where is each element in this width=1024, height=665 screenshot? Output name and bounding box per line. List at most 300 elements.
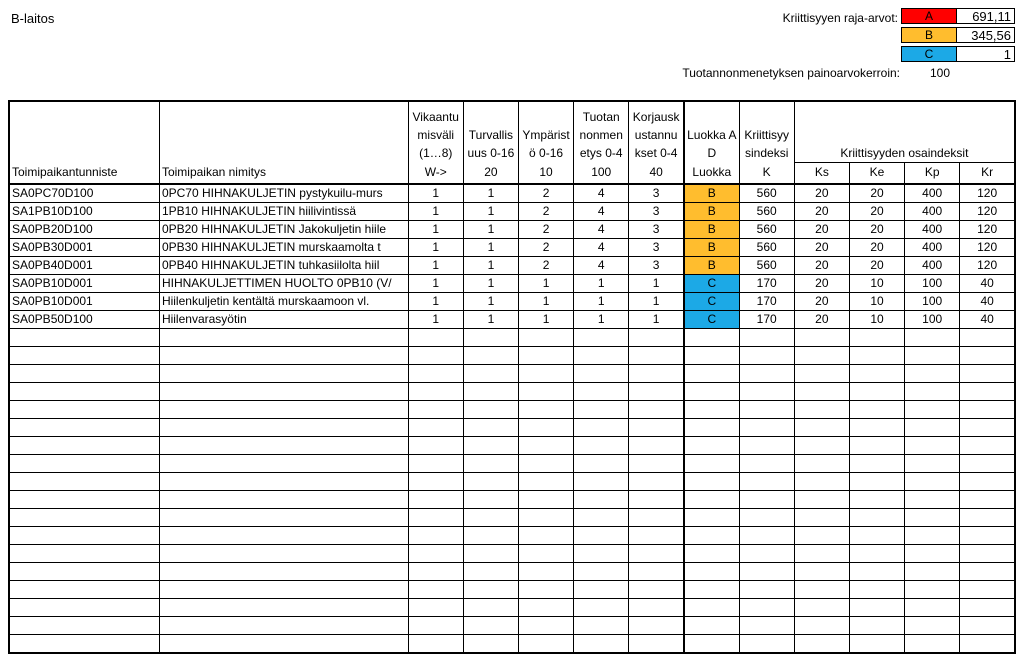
cell-w[interactable]: 1 (408, 238, 463, 256)
cell-name[interactable] (159, 418, 408, 436)
cell-w[interactable] (408, 616, 463, 634)
cell-kp[interactable] (905, 508, 960, 526)
cell-k[interactable]: 560 (739, 202, 794, 220)
cell-w[interactable] (408, 634, 463, 653)
cell-name[interactable]: 0PB30 HIHNAKULJETIN murskaamolta t (159, 238, 408, 256)
cell-w[interactable] (408, 598, 463, 616)
cell-r[interactable]: 1 (629, 310, 684, 328)
cell-r[interactable] (629, 544, 684, 562)
cell-ks[interactable] (794, 634, 849, 653)
cell-e[interactable]: 1 (518, 274, 573, 292)
cell-cls[interactable]: B (684, 202, 739, 220)
cell-e[interactable]: 1 (518, 310, 573, 328)
cell-name[interactable] (159, 598, 408, 616)
cell-w[interactable] (408, 472, 463, 490)
cell-p[interactable] (574, 490, 629, 508)
cell-p[interactable] (574, 346, 629, 364)
cell-cls[interactable] (684, 598, 739, 616)
cell-cls[interactable] (684, 400, 739, 418)
cell-cls[interactable] (684, 580, 739, 598)
cell-ke[interactable] (849, 364, 904, 382)
cell-ke[interactable]: 20 (849, 256, 904, 274)
cell-w[interactable] (408, 382, 463, 400)
cell-w[interactable]: 1 (408, 184, 463, 203)
cell-id[interactable]: SA0PB10D001 (9, 274, 159, 292)
cell-kr[interactable] (960, 508, 1015, 526)
cell-r[interactable] (629, 472, 684, 490)
cell-ks[interactable] (794, 346, 849, 364)
cell-cls[interactable] (684, 418, 739, 436)
cell-id[interactable] (9, 526, 159, 544)
cell-kp[interactable] (905, 544, 960, 562)
cell-ks[interactable] (794, 562, 849, 580)
cell-ks[interactable]: 20 (794, 202, 849, 220)
cell-s[interactable] (463, 562, 518, 580)
cell-s[interactable]: 1 (463, 256, 518, 274)
cell-ks[interactable] (794, 490, 849, 508)
cell-ke[interactable] (849, 562, 904, 580)
cell-kr[interactable] (960, 400, 1015, 418)
cell-kp[interactable] (905, 418, 960, 436)
cell-cls[interactable]: B (684, 220, 739, 238)
cell-s[interactable] (463, 634, 518, 653)
cell-kp[interactable]: 400 (905, 238, 960, 256)
cell-id[interactable]: SA0PB30D001 (9, 238, 159, 256)
cell-ke[interactable]: 10 (849, 274, 904, 292)
cell-k[interactable] (739, 364, 794, 382)
cell-e[interactable]: 2 (518, 256, 573, 274)
cell-ke[interactable] (849, 346, 904, 364)
cell-kr[interactable] (960, 418, 1015, 436)
cell-ke[interactable] (849, 328, 904, 346)
cell-ke[interactable] (849, 382, 904, 400)
cell-k[interactable]: 170 (739, 292, 794, 310)
cell-kp[interactable] (905, 454, 960, 472)
cell-name[interactable] (159, 562, 408, 580)
cell-r[interactable]: 3 (629, 238, 684, 256)
cell-id[interactable] (9, 328, 159, 346)
cell-r[interactable]: 3 (629, 202, 684, 220)
cell-s[interactable] (463, 454, 518, 472)
cell-p[interactable] (574, 634, 629, 653)
cell-ke[interactable] (849, 634, 904, 653)
cell-k[interactable] (739, 454, 794, 472)
cell-kp[interactable] (905, 490, 960, 508)
cell-id[interactable]: SA0PB50D100 (9, 310, 159, 328)
cell-ks[interactable] (794, 364, 849, 382)
cell-name[interactable] (159, 346, 408, 364)
cell-name[interactable]: Hiilenvarasyötin (159, 310, 408, 328)
cell-kr[interactable]: 120 (960, 238, 1015, 256)
cell-kp[interactable] (905, 436, 960, 454)
cell-w[interactable] (408, 364, 463, 382)
cell-s[interactable] (463, 490, 518, 508)
cell-cls[interactable] (684, 508, 739, 526)
cell-cls[interactable]: C (684, 274, 739, 292)
cell-name[interactable]: 0PC70 HIHNAKULJETIN pystykuilu-murs (159, 184, 408, 203)
cell-p[interactable]: 1 (574, 292, 629, 310)
cell-kr[interactable]: 120 (960, 202, 1015, 220)
cell-ke[interactable] (849, 544, 904, 562)
cell-e[interactable] (518, 400, 573, 418)
cell-r[interactable]: 1 (629, 274, 684, 292)
cell-kp[interactable] (905, 634, 960, 653)
cell-kp[interactable] (905, 580, 960, 598)
cell-ks[interactable]: 20 (794, 238, 849, 256)
cell-e[interactable] (518, 580, 573, 598)
cell-kp[interactable]: 100 (905, 292, 960, 310)
cell-w[interactable] (408, 526, 463, 544)
cell-kr[interactable] (960, 616, 1015, 634)
cell-r[interactable] (629, 508, 684, 526)
cell-e[interactable] (518, 418, 573, 436)
cell-ke[interactable]: 20 (849, 202, 904, 220)
cell-kp[interactable] (905, 400, 960, 418)
cell-ks[interactable] (794, 598, 849, 616)
cell-p[interactable]: 4 (574, 238, 629, 256)
cell-ks[interactable]: 20 (794, 220, 849, 238)
cell-ke[interactable]: 20 (849, 220, 904, 238)
cell-ks[interactable] (794, 436, 849, 454)
cell-k[interactable]: 170 (739, 310, 794, 328)
cell-r[interactable]: 3 (629, 220, 684, 238)
cell-w[interactable] (408, 400, 463, 418)
cell-k[interactable] (739, 382, 794, 400)
cell-s[interactable] (463, 328, 518, 346)
cell-ks[interactable] (794, 616, 849, 634)
cell-p[interactable]: 4 (574, 256, 629, 274)
cell-s[interactable] (463, 436, 518, 454)
cell-r[interactable] (629, 382, 684, 400)
cell-p[interactable] (574, 364, 629, 382)
cell-r[interactable]: 3 (629, 184, 684, 203)
cell-kr[interactable] (960, 598, 1015, 616)
cell-kr[interactable] (960, 328, 1015, 346)
cell-p[interactable] (574, 418, 629, 436)
cell-cls[interactable] (684, 544, 739, 562)
cell-cls[interactable] (684, 364, 739, 382)
cell-r[interactable] (629, 364, 684, 382)
cell-id[interactable] (9, 382, 159, 400)
cell-e[interactable] (518, 634, 573, 653)
cell-k[interactable]: 560 (739, 184, 794, 203)
cell-s[interactable] (463, 508, 518, 526)
cell-ke[interactable] (849, 418, 904, 436)
cell-cls[interactable] (684, 472, 739, 490)
cell-k[interactable] (739, 490, 794, 508)
cell-ks[interactable] (794, 400, 849, 418)
cell-e[interactable]: 2 (518, 238, 573, 256)
cell-r[interactable] (629, 400, 684, 418)
cell-ke[interactable] (849, 454, 904, 472)
cell-k[interactable] (739, 400, 794, 418)
cell-s[interactable] (463, 472, 518, 490)
cell-p[interactable] (574, 544, 629, 562)
cell-name[interactable]: 0PB40 HIHNAKULJETIN tuhkasiilolta hiil (159, 256, 408, 274)
cell-ke[interactable]: 10 (849, 310, 904, 328)
cell-r[interactable] (629, 616, 684, 634)
cell-cls[interactable] (684, 436, 739, 454)
cell-p[interactable] (574, 382, 629, 400)
cell-p[interactable]: 4 (574, 202, 629, 220)
cell-ks[interactable] (794, 454, 849, 472)
cell-kr[interactable] (960, 454, 1015, 472)
cell-e[interactable]: 2 (518, 202, 573, 220)
cell-s[interactable]: 1 (463, 238, 518, 256)
cell-kp[interactable] (905, 526, 960, 544)
cell-cls[interactable] (684, 634, 739, 653)
cell-id[interactable]: SA0PB10D001 (9, 292, 159, 310)
threshold-c-value[interactable]: 1 (957, 46, 1015, 62)
cell-w[interactable] (408, 544, 463, 562)
cell-ke[interactable] (849, 508, 904, 526)
cell-w[interactable] (408, 490, 463, 508)
cell-k[interactable] (739, 562, 794, 580)
cell-k[interactable] (739, 634, 794, 653)
cell-s[interactable]: 1 (463, 202, 518, 220)
cell-kr[interactable]: 120 (960, 256, 1015, 274)
cell-name[interactable] (159, 526, 408, 544)
threshold-a-value[interactable]: 691,11 (957, 8, 1015, 24)
cell-e[interactable] (518, 436, 573, 454)
weight-value[interactable]: 100 (929, 66, 951, 80)
cell-name[interactable] (159, 454, 408, 472)
cell-id[interactable] (9, 616, 159, 634)
cell-s[interactable]: 1 (463, 310, 518, 328)
cell-e[interactable] (518, 526, 573, 544)
cell-ks[interactable] (794, 544, 849, 562)
cell-p[interactable] (574, 598, 629, 616)
cell-ks[interactable] (794, 580, 849, 598)
cell-name[interactable] (159, 634, 408, 653)
cell-kp[interactable] (905, 346, 960, 364)
cell-id[interactable] (9, 400, 159, 418)
cell-kr[interactable] (960, 490, 1015, 508)
cell-name[interactable] (159, 328, 408, 346)
cell-id[interactable]: SA0PC70D100 (9, 184, 159, 203)
cell-ke[interactable]: 20 (849, 184, 904, 203)
cell-cls[interactable] (684, 346, 739, 364)
cell-p[interactable] (574, 508, 629, 526)
cell-kp[interactable]: 400 (905, 256, 960, 274)
cell-k[interactable] (739, 616, 794, 634)
cell-e[interactable] (518, 598, 573, 616)
cell-kp[interactable] (905, 598, 960, 616)
cell-kp[interactable] (905, 562, 960, 580)
cell-name[interactable] (159, 490, 408, 508)
cell-k[interactable] (739, 346, 794, 364)
cell-cls[interactable]: C (684, 310, 739, 328)
cell-kp[interactable]: 400 (905, 220, 960, 238)
cell-s[interactable] (463, 580, 518, 598)
cell-name[interactable] (159, 544, 408, 562)
cell-kp[interactable]: 100 (905, 310, 960, 328)
cell-s[interactable] (463, 526, 518, 544)
cell-k[interactable] (739, 328, 794, 346)
cell-ks[interactable]: 20 (794, 184, 849, 203)
cell-cls[interactable] (684, 526, 739, 544)
cell-ks[interactable]: 20 (794, 310, 849, 328)
cell-k[interactable]: 560 (739, 256, 794, 274)
cell-ke[interactable] (849, 598, 904, 616)
cell-s[interactable] (463, 364, 518, 382)
cell-k[interactable] (739, 418, 794, 436)
cell-p[interactable]: 4 (574, 184, 629, 203)
cell-kr[interactable] (960, 544, 1015, 562)
cell-r[interactable] (629, 580, 684, 598)
cell-w[interactable]: 1 (408, 202, 463, 220)
cell-k[interactable] (739, 472, 794, 490)
cell-id[interactable] (9, 490, 159, 508)
cell-id[interactable] (9, 364, 159, 382)
cell-name[interactable] (159, 364, 408, 382)
cell-ke[interactable] (849, 400, 904, 418)
cell-e[interactable] (518, 490, 573, 508)
cell-e[interactable] (518, 616, 573, 634)
cell-cls[interactable]: B (684, 238, 739, 256)
cell-id[interactable] (9, 472, 159, 490)
cell-p[interactable] (574, 616, 629, 634)
cell-k[interactable] (739, 580, 794, 598)
cell-id[interactable] (9, 634, 159, 653)
cell-kr[interactable]: 120 (960, 220, 1015, 238)
cell-r[interactable] (629, 490, 684, 508)
cell-e[interactable]: 2 (518, 184, 573, 203)
cell-cls[interactable]: C (684, 292, 739, 310)
cell-kr[interactable]: 40 (960, 292, 1015, 310)
cell-p[interactable]: 1 (574, 310, 629, 328)
cell-k[interactable] (739, 436, 794, 454)
cell-w[interactable]: 1 (408, 292, 463, 310)
cell-k[interactable]: 560 (739, 238, 794, 256)
cell-s[interactable] (463, 544, 518, 562)
cell-r[interactable] (629, 634, 684, 653)
cell-w[interactable]: 1 (408, 274, 463, 292)
cell-e[interactable] (518, 382, 573, 400)
cell-cls[interactable]: B (684, 256, 739, 274)
cell-w[interactable]: 1 (408, 256, 463, 274)
cell-w[interactable] (408, 454, 463, 472)
cell-cls[interactable] (684, 328, 739, 346)
cell-w[interactable] (408, 508, 463, 526)
cell-ks[interactable]: 20 (794, 256, 849, 274)
cell-r[interactable] (629, 436, 684, 454)
cell-e[interactable] (518, 544, 573, 562)
cell-kr[interactable] (960, 382, 1015, 400)
cell-kr[interactable] (960, 562, 1015, 580)
cell-r[interactable] (629, 346, 684, 364)
cell-e[interactable] (518, 472, 573, 490)
cell-s[interactable]: 1 (463, 220, 518, 238)
cell-ks[interactable]: 20 (794, 292, 849, 310)
cell-name[interactable] (159, 580, 408, 598)
cell-name[interactable] (159, 616, 408, 634)
cell-p[interactable] (574, 400, 629, 418)
cell-ke[interactable] (849, 490, 904, 508)
cell-kp[interactable] (905, 472, 960, 490)
cell-kr[interactable] (960, 580, 1015, 598)
cell-k[interactable] (739, 598, 794, 616)
cell-kr[interactable]: 40 (960, 310, 1015, 328)
cell-ks[interactable] (794, 508, 849, 526)
cell-id[interactable] (9, 598, 159, 616)
cell-r[interactable]: 3 (629, 256, 684, 274)
cell-name[interactable] (159, 472, 408, 490)
cell-kp[interactable]: 100 (905, 274, 960, 292)
cell-kp[interactable] (905, 382, 960, 400)
cell-id[interactable]: SA1PB10D100 (9, 202, 159, 220)
cell-kp[interactable] (905, 328, 960, 346)
cell-id[interactable] (9, 562, 159, 580)
cell-e[interactable] (518, 508, 573, 526)
cell-w[interactable] (408, 580, 463, 598)
cell-id[interactable]: SA0PB20D100 (9, 220, 159, 238)
cell-p[interactable]: 4 (574, 220, 629, 238)
cell-kr[interactable]: 40 (960, 274, 1015, 292)
cell-name[interactable]: 0PB20 HIHNAKULJETIN Jakokuljetin hiile (159, 220, 408, 238)
cell-r[interactable] (629, 418, 684, 436)
cell-ks[interactable] (794, 418, 849, 436)
cell-kp[interactable]: 400 (905, 184, 960, 203)
cell-w[interactable]: 1 (408, 220, 463, 238)
cell-k[interactable]: 560 (739, 220, 794, 238)
cell-name[interactable] (159, 400, 408, 418)
cell-w[interactable]: 1 (408, 310, 463, 328)
cell-kp[interactable]: 400 (905, 202, 960, 220)
cell-e[interactable] (518, 346, 573, 364)
cell-p[interactable] (574, 526, 629, 544)
cell-e[interactable] (518, 454, 573, 472)
cell-r[interactable] (629, 562, 684, 580)
cell-s[interactable]: 1 (463, 292, 518, 310)
cell-w[interactable] (408, 328, 463, 346)
cell-r[interactable]: 1 (629, 292, 684, 310)
cell-e[interactable] (518, 364, 573, 382)
cell-ke[interactable] (849, 472, 904, 490)
cell-id[interactable] (9, 346, 159, 364)
cell-name[interactable] (159, 436, 408, 454)
cell-ke[interactable] (849, 580, 904, 598)
cell-r[interactable] (629, 598, 684, 616)
cell-kp[interactable] (905, 364, 960, 382)
cell-id[interactable] (9, 454, 159, 472)
cell-ke[interactable] (849, 526, 904, 544)
cell-w[interactable] (408, 562, 463, 580)
cell-cls[interactable] (684, 490, 739, 508)
cell-kp[interactable] (905, 616, 960, 634)
cell-w[interactable] (408, 346, 463, 364)
cell-ks[interactable] (794, 526, 849, 544)
cell-ke[interactable] (849, 616, 904, 634)
cell-cls[interactable] (684, 616, 739, 634)
cell-kr[interactable] (960, 472, 1015, 490)
cell-id[interactable] (9, 544, 159, 562)
cell-cls[interactable] (684, 382, 739, 400)
cell-ke[interactable]: 20 (849, 238, 904, 256)
cell-r[interactable] (629, 526, 684, 544)
cell-e[interactable]: 1 (518, 292, 573, 310)
cell-name[interactable]: Hiilenkuljetin kentältä murskaamoon vl. (159, 292, 408, 310)
cell-k[interactable] (739, 508, 794, 526)
cell-name[interactable]: HIHNAKULJETTIMEN HUOLTO 0PB10 (V/ (159, 274, 408, 292)
cell-s[interactable] (463, 400, 518, 418)
cell-k[interactable]: 170 (739, 274, 794, 292)
cell-cls[interactable] (684, 562, 739, 580)
cell-id[interactable] (9, 418, 159, 436)
cell-w[interactable] (408, 436, 463, 454)
cell-p[interactable] (574, 562, 629, 580)
cell-s[interactable] (463, 382, 518, 400)
